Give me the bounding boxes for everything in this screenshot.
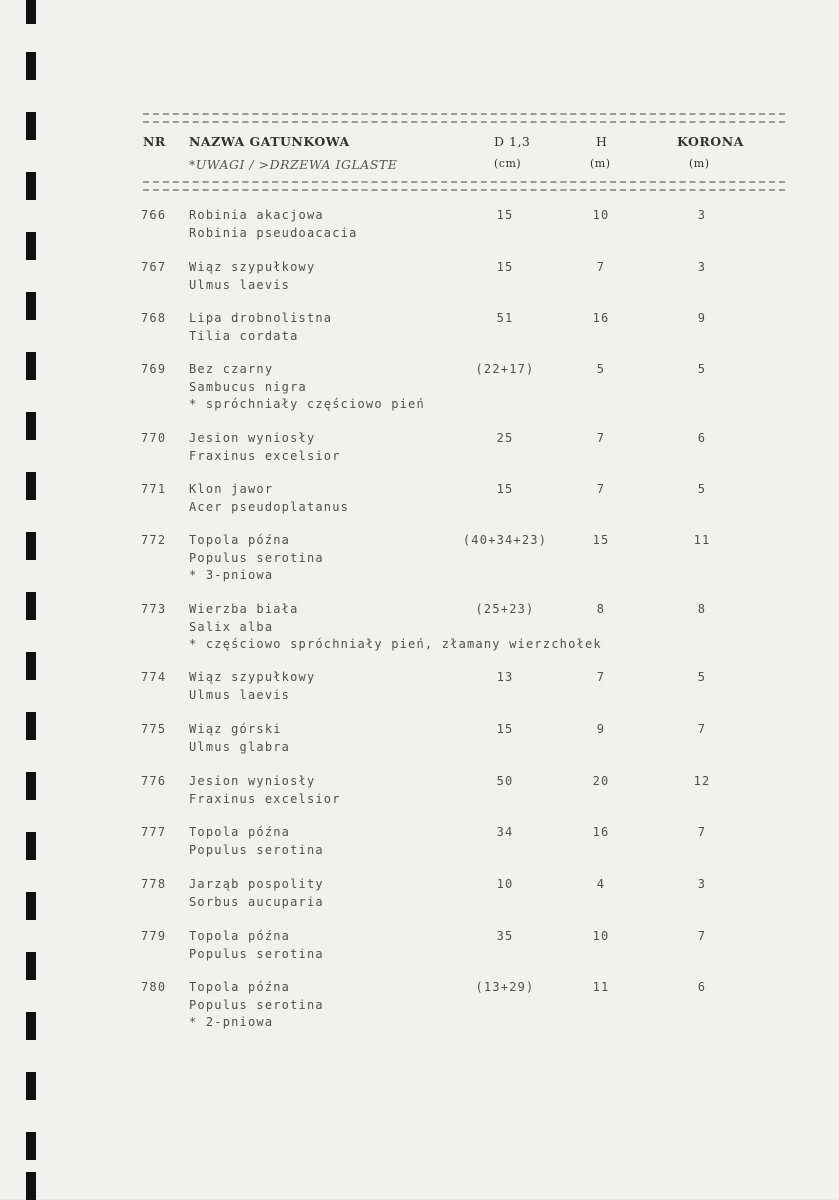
binding-hole — [26, 52, 36, 80]
diameter-value: 25 — [496, 431, 514, 445]
crown-value: 5 — [697, 362, 707, 376]
species-name-latin: Ulmus laevis — [189, 687, 291, 702]
species-name-latin: Robinia pseudoacacia — [189, 225, 358, 240]
height-value: 20 — [592, 774, 610, 788]
species-name-polish: Robinia akacjowa — [189, 208, 324, 222]
crown-value: 7 — [697, 929, 707, 943]
binding-hole — [26, 652, 36, 680]
entry-number: 772 — [141, 533, 167, 547]
entry-number: 774 — [141, 670, 167, 684]
height-value: 4 — [596, 877, 606, 891]
binding-hole — [26, 412, 36, 440]
height-value: 8 — [596, 602, 606, 616]
height-value: 7 — [596, 260, 606, 274]
binding-hole — [26, 532, 36, 560]
diameter-value: (40+34+23) — [462, 533, 548, 547]
height-value: 10 — [592, 929, 610, 943]
species-name-polish: Jesion wyniosły — [189, 431, 316, 445]
species-name-polish: Jarząb pospolity — [189, 877, 324, 891]
entry-number: 779 — [141, 929, 167, 943]
species-name-latin: Salix alba — [189, 619, 274, 634]
entry-number: 768 — [141, 311, 167, 325]
header-height: H — [596, 134, 608, 149]
header-separator — [143, 181, 785, 191]
height-value: 7 — [596, 431, 606, 445]
entry-note: * 2-pniowa — [189, 1015, 274, 1029]
crown-value: 6 — [697, 980, 707, 994]
crown-value: 5 — [697, 482, 707, 496]
binding-hole — [26, 292, 36, 320]
diameter-value: 15 — [496, 482, 514, 496]
species-name-polish: Lipa drobnolistna — [189, 311, 333, 325]
header-species-name: NAZWA GATUNKOWA — [189, 134, 350, 149]
crown-value: 12 — [693, 774, 711, 788]
binding-hole — [26, 352, 36, 380]
height-value: 16 — [592, 311, 610, 325]
binding-hole — [26, 232, 36, 260]
diameter-value: (13+29) — [475, 980, 535, 994]
binding-hole — [26, 592, 36, 620]
crown-value: 3 — [697, 877, 707, 891]
species-name-latin: Acer pseudoplatanus — [189, 499, 350, 514]
species-name-latin: Populus serotina — [189, 550, 324, 565]
entry-number: 770 — [141, 431, 167, 445]
entry-number: 777 — [141, 825, 167, 839]
species-name-polish: Wiąz szypułkowy — [189, 670, 316, 684]
binding-hole — [26, 772, 36, 800]
species-name-latin: Fraxinus excelsior — [189, 448, 341, 463]
diameter-value: 51 — [496, 311, 514, 325]
species-name-polish: Topola późna — [189, 980, 291, 994]
binding-hole — [26, 172, 36, 200]
entry-number: 778 — [141, 877, 167, 891]
species-name-polish: Wiąz szypułkowy — [189, 260, 316, 274]
species-name-latin: Fraxinus excelsior — [189, 791, 341, 806]
entry-number: 773 — [141, 602, 167, 616]
diameter-value: 10 — [496, 877, 514, 891]
header-height-unit: (m) — [590, 157, 611, 170]
species-name-latin: Sambucus nigra — [189, 379, 307, 394]
diameter-value: (25+23) — [475, 602, 535, 616]
entry-number: 766 — [141, 208, 167, 222]
crown-value: 9 — [697, 311, 707, 325]
binding-hole — [26, 112, 36, 140]
entry-number: 775 — [141, 722, 167, 736]
binding-hole — [26, 1132, 36, 1160]
height-value: 5 — [596, 362, 606, 376]
species-name-polish: Topola późna — [189, 825, 291, 839]
crown-value: 6 — [697, 431, 707, 445]
crown-value: 8 — [697, 602, 707, 616]
crown-value: 11 — [693, 533, 711, 547]
entry-number: 771 — [141, 482, 167, 496]
binding-hole — [26, 0, 36, 24]
diameter-value: 34 — [496, 825, 514, 839]
height-value: 15 — [592, 533, 610, 547]
height-value: 16 — [592, 825, 610, 839]
diameter-value: 15 — [496, 722, 514, 736]
header-diameter-unit: (cm) — [494, 157, 522, 170]
binding-hole — [26, 1172, 36, 1200]
species-name-polish: Topola późna — [189, 929, 291, 943]
header-nr: NR — [143, 134, 166, 149]
binding-holes — [26, 0, 38, 1199]
diameter-value: (22+17) — [475, 362, 535, 376]
height-value: 7 — [596, 670, 606, 684]
species-name-polish: Topola późna — [189, 533, 291, 547]
entry-note: * 3-pniowa — [189, 568, 274, 582]
species-name-polish: Bez czarny — [189, 362, 274, 376]
diameter-value: 15 — [496, 208, 514, 222]
crown-value: 7 — [697, 825, 707, 839]
height-value: 9 — [596, 722, 606, 736]
species-name-latin: Populus serotina — [189, 997, 324, 1012]
crown-value: 3 — [697, 260, 707, 274]
binding-hole — [26, 472, 36, 500]
species-name-latin: Ulmus laevis — [189, 277, 291, 292]
species-name-latin: Populus serotina — [189, 946, 324, 961]
binding-hole — [26, 1012, 36, 1040]
entry-note: * częściowo spróchniały pień, złamany wierzchołek — [189, 637, 602, 651]
crown-value: 5 — [697, 670, 707, 684]
top-separator — [143, 113, 785, 123]
header-crown: KORONA — [677, 134, 744, 149]
diameter-value: 50 — [496, 774, 514, 788]
species-name-latin: Populus serotina — [189, 842, 324, 857]
species-name-latin: Ulmus glabra — [189, 739, 291, 754]
binding-hole — [26, 1072, 36, 1100]
species-name-latin: Tilia cordata — [189, 328, 299, 343]
header-crown-unit: (m) — [689, 157, 710, 170]
entry-number: 769 — [141, 362, 167, 376]
species-name-polish: Klon jawor — [189, 482, 274, 496]
binding-hole — [26, 952, 36, 980]
crown-value: 3 — [697, 208, 707, 222]
entry-number: 767 — [141, 260, 167, 274]
species-name-polish: Wiąz górski — [189, 722, 282, 736]
crown-value: 7 — [697, 722, 707, 736]
entry-number: 780 — [141, 980, 167, 994]
binding-hole — [26, 712, 36, 740]
height-value: 10 — [592, 208, 610, 222]
binding-hole — [26, 832, 36, 860]
entry-note: * spróchniały częściowo pień — [189, 397, 425, 411]
height-value: 7 — [596, 482, 606, 496]
diameter-value: 35 — [496, 929, 514, 943]
height-value: 11 — [592, 980, 610, 994]
species-name-polish: Wierzba biała — [189, 602, 299, 616]
diameter-value: 15 — [496, 260, 514, 274]
entry-number: 776 — [141, 774, 167, 788]
species-name-polish: Jesion wyniosły — [189, 774, 316, 788]
species-name-latin: Sorbus aucuparia — [189, 894, 324, 909]
binding-hole — [26, 892, 36, 920]
diameter-value: 13 — [496, 670, 514, 684]
header-notes-legend: *UWAGI / >DRZEWA IGLASTE — [189, 157, 398, 172]
header-diameter: D 1,3 — [494, 134, 531, 149]
